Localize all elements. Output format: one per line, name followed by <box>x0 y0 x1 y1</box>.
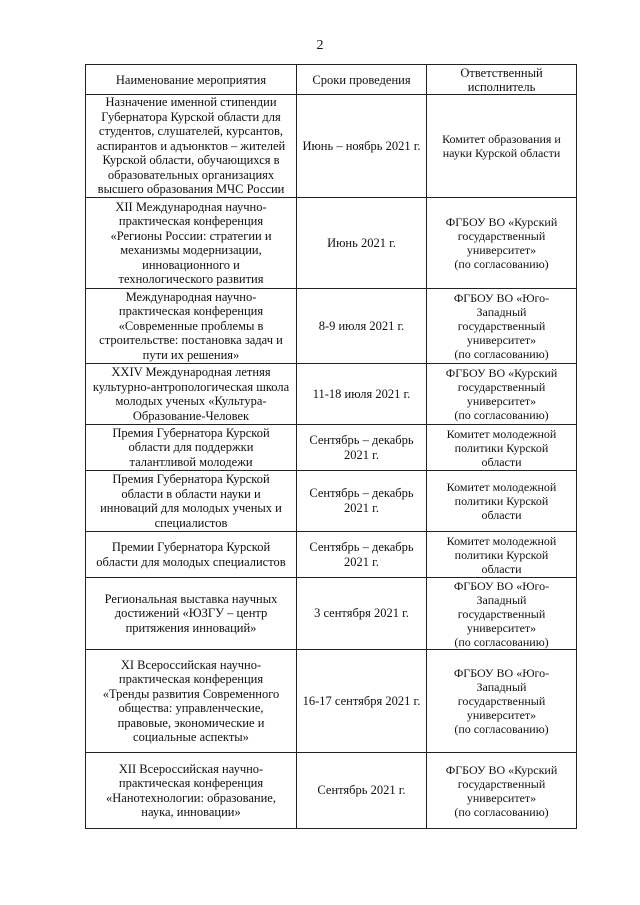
dates-cell: Сентябрь – декабрь 2021 г. <box>297 425 427 471</box>
dates-cell: Июнь 2021 г. <box>297 198 427 289</box>
event-name-cell: Назначение именной стипендии Губернатора Курской области для студентов, слушателей, курсантов, аспирантов и адъюнктов – жителей Курской области, обучающихся в образовательных организациях высшего образования МЧС России <box>86 95 297 198</box>
responsible-cell: Комитет молодежной политики Курской области <box>427 425 577 471</box>
table-row <box>86 578 577 650</box>
responsible-cell: Комитет образования и науки Курской области <box>427 95 577 198</box>
header-responsible: Ответственный исполнитель <box>427 65 577 95</box>
responsible-cell: ФГБОУ ВО «Курский государственный университет» (по согласованию) <box>427 198 577 289</box>
dates-cell: 3 сентября 2021 г. <box>297 578 427 650</box>
dates-cell: 8-9 июля 2021 г. <box>297 289 427 364</box>
table-header <box>86 65 577 95</box>
dates-cell: 16-17 сентября 2021 г. <box>297 650 427 753</box>
event-name-cell: XII Международная научно- практическая конференция «Регионы России: стратегии и механизмы модернизации, инновационного и технологического развития <box>86 198 297 289</box>
event-name-cell: XXIV Международная летняя культурно-антропологическая школа молодых ученых «Культура- Образование-Человек <box>86 364 297 425</box>
events-table <box>85 64 577 829</box>
responsible-cell: Комитет молодежной политики Курской области <box>427 471 577 532</box>
dates-cell: Сентябрь – декабрь 2021 г. <box>297 471 427 532</box>
page-number: 2 <box>316 38 324 53</box>
table-row <box>86 198 577 289</box>
header-dates: Сроки проведения <box>297 65 427 95</box>
event-name-cell: Премия Губернатора Курской области в области науки и инноваций для молодых ученых и специалистов <box>86 471 297 532</box>
responsible-cell: ФГБОУ ВО «Юго- Западный государственный университет» (по согласованию) <box>427 578 577 650</box>
dates-cell: Июнь – ноябрь 2021 г. <box>297 95 427 198</box>
table-row <box>86 95 577 198</box>
table-row <box>86 650 577 753</box>
table-row <box>86 364 577 425</box>
table-row <box>86 532 577 578</box>
event-name-cell: XII Всероссийская научно- практическая конференция «Нанотехнологии: образование, наука, инновации» <box>86 753 297 829</box>
header-event-name: Наименование мероприятия <box>86 65 297 95</box>
table-body <box>86 95 577 829</box>
responsible-cell: ФГБОУ ВО «Юго- Западный государственный университет» (по согласованию) <box>427 289 577 364</box>
responsible-cell: ФГБОУ ВО «Юго- Западный государственный университет» (по согласованию) <box>427 650 577 753</box>
responsible-cell: ФГБОУ ВО «Курский государственный университет» (по согласованию) <box>427 364 577 425</box>
table-row <box>86 425 577 471</box>
responsible-cell: Комитет молодежной политики Курской области <box>427 532 577 578</box>
dates-cell: Сентябрь – декабрь 2021 г. <box>297 532 427 578</box>
event-name-cell: XI Всероссийская научно- практическая конференция «Тренды развития Современного общества: управленческие, правовые, экономические и социальные аспекты» <box>86 650 297 753</box>
responsible-cell: ФГБОУ ВО «Курский государственный университет» (по согласованию) <box>427 753 577 829</box>
dates-cell: 11-18 июля 2021 г. <box>297 364 427 425</box>
event-name-cell: Премия Губернатора Курской области для поддержки талантливой молодежи <box>86 425 297 471</box>
table-row <box>86 289 577 364</box>
event-name-cell: Международная научно- практическая конференция «Современные проблемы в строительстве: постановка задач и пути их решения» <box>86 289 297 364</box>
event-name-cell: Премии Губернатора Курской области для молодых специалистов <box>86 532 297 578</box>
table-row <box>86 753 577 829</box>
header-row <box>86 65 577 95</box>
event-name-cell: Региональная выставка научных достижений «ЮЗГУ – центр притяжения инноваций» <box>86 578 297 650</box>
dates-cell: Сентябрь 2021 г. <box>297 753 427 829</box>
table-row <box>86 471 577 532</box>
